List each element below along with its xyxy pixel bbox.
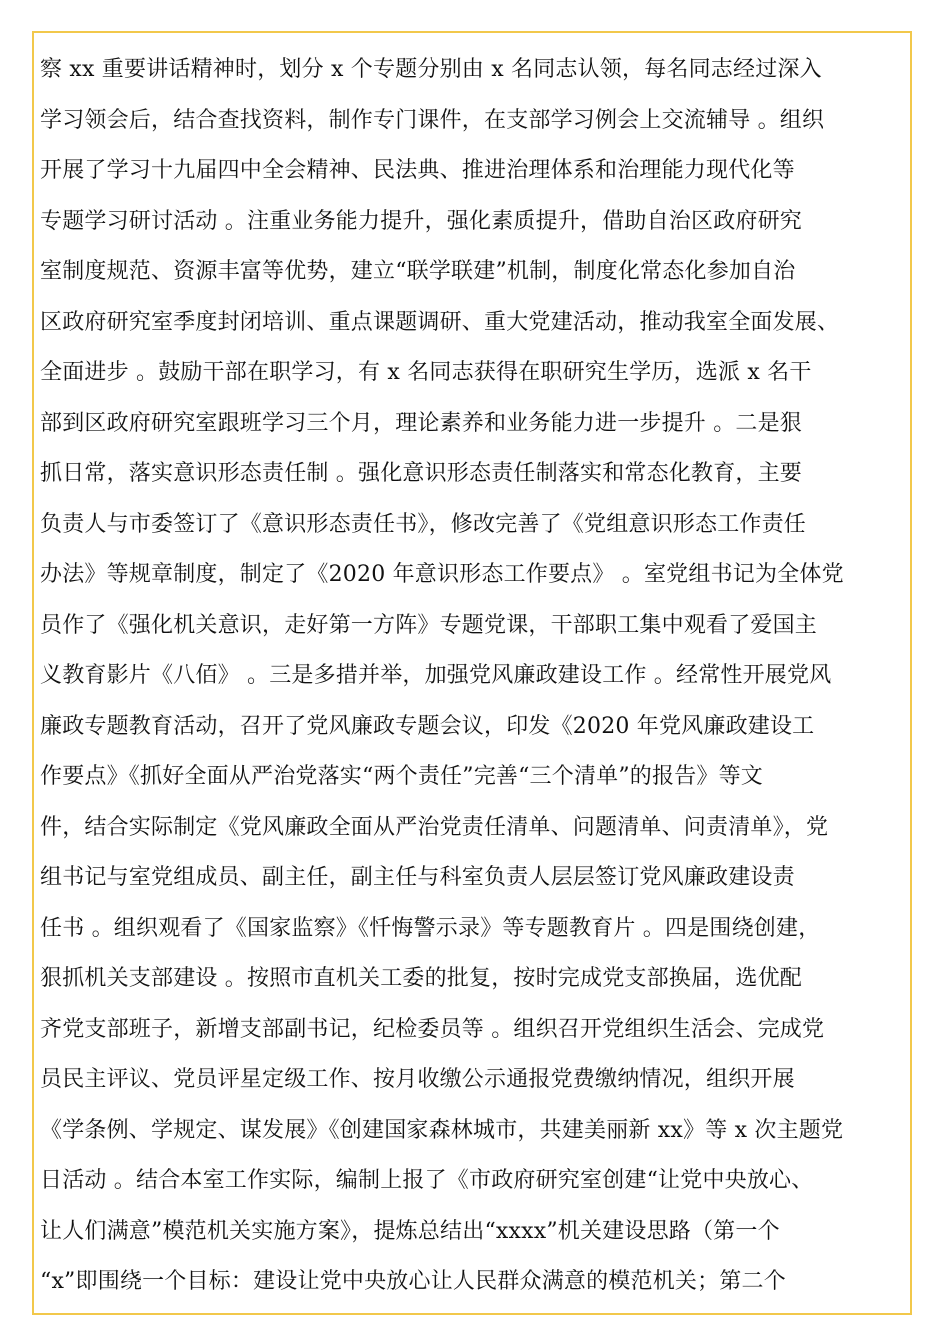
text-line: 义教育影片《八佰》 。三是多措并举，加强党风廉政建设工作 。经常性开展党风 (40, 663, 832, 688)
text-line: 室制度规范、资源丰富等优势，建立“联学联建”机制，制度化常态化参加自治 (40, 259, 796, 284)
text-line: 齐党支部班子，新增支部副书记，纪检委员等 。组织召开党组织生活会、完成党 (40, 1016, 825, 1042)
text-line: 件，结合实际制定《党风廉政全面从严治党责任清单、问题清单、问责清单》，党 (40, 814, 829, 840)
text-line: 区政府研究室季度封闭培训、重点课题调研、重大党建活动，推动我室全面发展、 (40, 309, 840, 335)
text-line: 廉政专题教育活动，召开了党风廉政专题会议，印发《2020 年党风廉政建设工 (40, 713, 815, 739)
text-line: 《学条例、学规定、谋发展》《创建国家森林城市，共建美丽新 xx》等 x 次主题党 (40, 1117, 844, 1143)
text-line: 学习领会后，结合查找资料，制作专门课件，在支部学习例会上交流辅导 。组织 (40, 107, 825, 133)
text-line: 任书 。组织观看了《国家监察》《忏悔警示录》等专题教育片 。四是围绕创建， (40, 915, 821, 941)
text-line: 抓日常，落实意识形态责任制 。强化意识形态责任制落实和常态化教育，主要 (40, 461, 802, 486)
text-line: 办法》等规章制度，制定了《2020 年意识形态工作要点》 。室党组书记为全体党 (40, 562, 844, 587)
text-line: 员作了《强化机关意识，走好第一方阵》专题党课，干部职工集中观看了爱国主 (40, 612, 818, 638)
text-line: 全面进步 。鼓励干部在职学习，有 x 名同志获得在职研究生学历，选派 x 名干 (40, 360, 812, 385)
text-line: 部到区政府研究室跟班学习三个月，理论素养和业务能力进一步提升 。二是狠 (40, 410, 802, 436)
text-line: 负责人与市委签订了《意识形态责任书》，修改完善了《党组意识形态工作责任 (40, 511, 807, 537)
text-line: “x”即围绕一个目标：建设让党中央放心让人民群众满意的模范机关；第二个 (40, 1269, 786, 1294)
text-line: 察 xx 重要讲话精神时，划分 x 个专题分别由 x 名同志认领，每名同志经过深入 (40, 57, 822, 82)
text-line: 日活动 。结合本室工作实际，编制上报了《市政府研究室创建“让党中央放心、 (40, 1168, 814, 1193)
text-line: 员民主评议、党员评星定级工作、按月收缴公示通报党费缴纳情况，组织开展 (40, 1067, 795, 1092)
text-line: 让人们满意”模范机关实施方案》，提炼总结出“xxxx”机关建设思路（第一个 (40, 1218, 780, 1244)
document-body (40, 45, 910, 1308)
text-line: 狠抓机关支部建设 。按照市直机关工委的批复，按时完成党支部换届，选优配 (40, 966, 802, 991)
text-line: 组书记与室党组成员、副主任，副主任与科室负责人层层签订党风廉政建设责 (40, 865, 795, 890)
text-line: 专题学习研讨活动 。注重业务能力提升，强化素质提升，借助自治区政府研究 (40, 208, 802, 234)
text-line: 作要点》《抓好全面从严治党落实“两个责任”完善“三个清单”的报告》等文 (40, 764, 763, 789)
text-line: 开展了学习十九届四中全会精神、民法典、推进治理体系和治理能力现代化等 (40, 158, 795, 183)
